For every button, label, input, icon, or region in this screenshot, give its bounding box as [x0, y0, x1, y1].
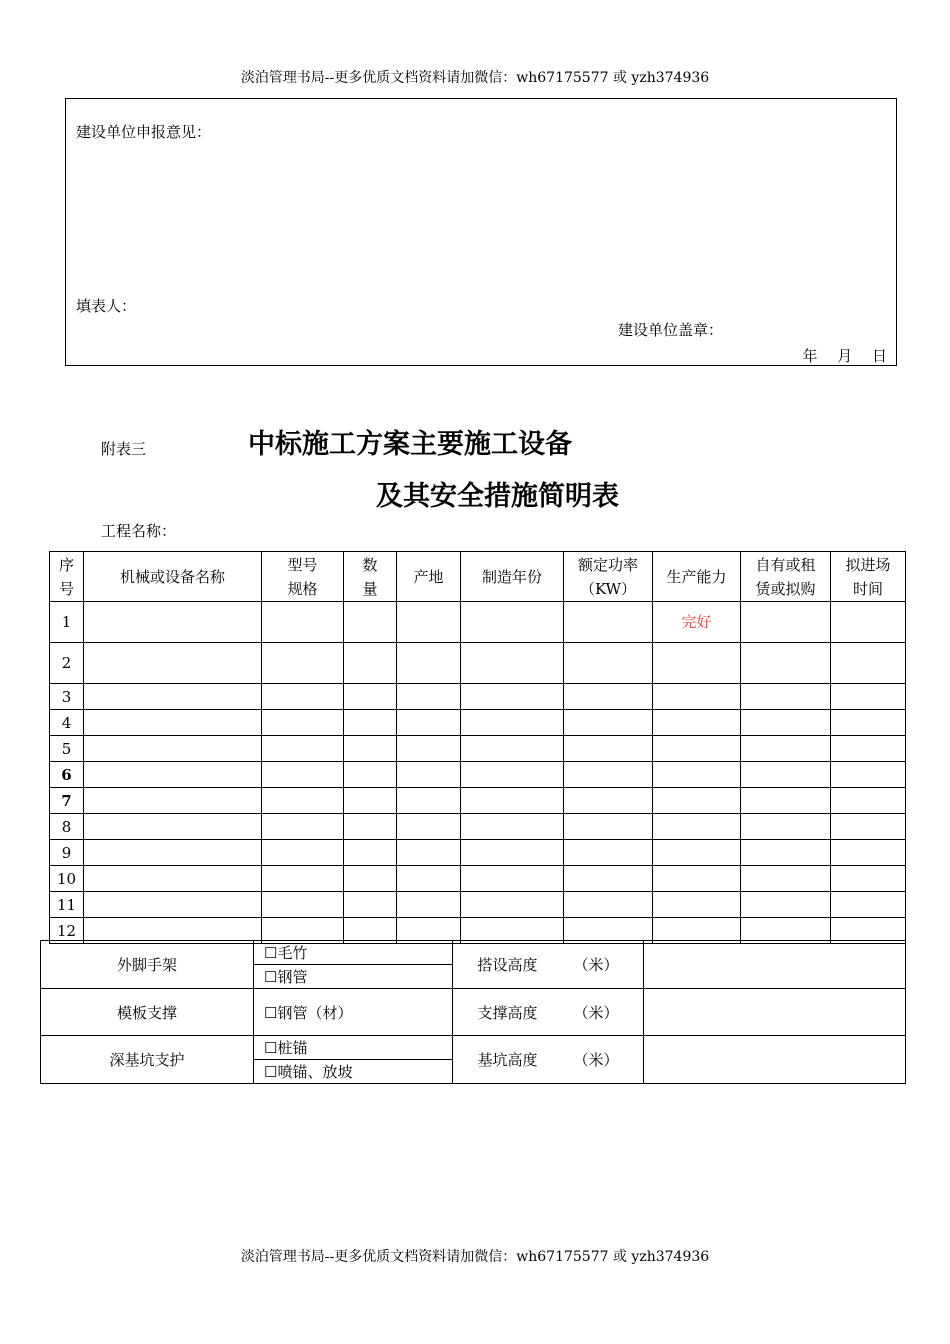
table-cell[interactable]: [741, 866, 831, 892]
table-cell[interactable]: [262, 840, 344, 866]
table-cell[interactable]: [741, 892, 831, 918]
height-text: 搭设高度: [477, 956, 538, 974]
table-cell[interactable]: [564, 762, 653, 788]
table-cell[interactable]: [84, 684, 262, 710]
scaffold-option-steel[interactable]: ☐钢管: [254, 965, 453, 989]
table-cell[interactable]: [461, 736, 564, 762]
table-cell[interactable]: [831, 840, 906, 866]
title-line-2: 及其安全措施简明表: [376, 481, 619, 512]
table-cell[interactable]: [262, 762, 344, 788]
header-cell: [344, 552, 397, 602]
table-cell[interactable]: [564, 736, 653, 762]
table-cell[interactable]: [564, 866, 653, 892]
row-number: 1: [50, 602, 84, 643]
pit-height-label: [453, 1036, 644, 1084]
header-cell: [461, 552, 564, 602]
table-cell[interactable]: [653, 788, 741, 814]
table-cell[interactable]: [564, 643, 653, 684]
header-text: 型号 规格: [287, 555, 318, 598]
equipment-table: [49, 551, 906, 944]
table-cell[interactable]: [397, 710, 461, 736]
row-number: 8: [50, 814, 84, 840]
table-cell[interactable]: [564, 892, 653, 918]
table-cell[interactable]: [564, 710, 653, 736]
opinion-box: [65, 98, 897, 366]
unit-text: （米）: [573, 1003, 619, 1022]
table-cell[interactable]: [397, 602, 461, 643]
table-cell[interactable]: [741, 684, 831, 710]
header-cell: [262, 552, 344, 602]
header-cell: [564, 552, 653, 602]
safety-row: [41, 989, 906, 1036]
table-cell[interactable]: [741, 762, 831, 788]
table-cell[interactable]: [262, 788, 344, 814]
header-cell: [831, 552, 906, 602]
table-cell[interactable]: [262, 866, 344, 892]
header-text: 自有或租 赁或拟购: [755, 555, 816, 598]
table-cell[interactable]: [831, 762, 906, 788]
table-cell[interactable]: [262, 684, 344, 710]
header-cell: [741, 552, 831, 602]
seal-label: 建设单位盖章：: [618, 321, 724, 339]
table-cell[interactable]: [461, 788, 564, 814]
row-number: 3: [50, 684, 84, 710]
row-number: 5: [50, 736, 84, 762]
table-cell[interactable]: [461, 814, 564, 840]
table-row: [50, 736, 906, 762]
table-cell[interactable]: [831, 866, 906, 892]
table-cell[interactable]: [741, 643, 831, 684]
pit-height-value[interactable]: [644, 1036, 906, 1084]
table-cell[interactable]: [397, 762, 461, 788]
row-number: 12: [50, 918, 84, 944]
table-cell[interactable]: [461, 892, 564, 918]
project-name-label: 工程名称：: [101, 522, 177, 540]
table-cell[interactable]: [344, 710, 397, 736]
unit-text: （米）: [573, 1051, 619, 1069]
table-cell[interactable]: [653, 840, 741, 866]
title-line-1: 中标施工方案主要施工设备: [248, 429, 572, 460]
row-number: 9: [50, 840, 84, 866]
table-row: [50, 684, 906, 710]
table-cell[interactable]: [564, 602, 653, 643]
header-text: 额定功率 （KW）: [577, 555, 638, 598]
table-cell[interactable]: [397, 840, 461, 866]
table-cell[interactable]: [344, 840, 397, 866]
formwork-label: 模板支撑: [41, 989, 254, 1036]
table-cell[interactable]: [564, 840, 653, 866]
table-cell[interactable]: [84, 762, 262, 788]
table-cell[interactable]: [262, 643, 344, 684]
table-cell[interactable]: [344, 602, 397, 643]
appendix-label: 附表三: [101, 440, 147, 458]
formwork-height-label: [453, 989, 644, 1036]
table-cell[interactable]: [461, 684, 564, 710]
table-cell[interactable]: [344, 892, 397, 918]
table-cell[interactable]: [397, 788, 461, 814]
table-cell[interactable]: [461, 840, 564, 866]
header-text: 机械或设备名称: [119, 567, 225, 586]
row-number: 4: [50, 710, 84, 736]
table-cell[interactable]: [461, 602, 564, 643]
table-cell[interactable]: [344, 684, 397, 710]
pit-label: 深基坑支护: [41, 1036, 254, 1084]
table-cell[interactable]: [461, 643, 564, 684]
table-cell[interactable]: [84, 788, 262, 814]
table-cell[interactable]: [84, 892, 262, 918]
table-cell[interactable]: [344, 866, 397, 892]
table-cell[interactable]: [653, 710, 741, 736]
header-text: 产地: [413, 567, 444, 586]
table-cell[interactable]: [653, 866, 741, 892]
height-text: 支撑高度: [477, 1003, 538, 1022]
table-cell[interactable]: [653, 762, 741, 788]
table-cell[interactable]: [344, 788, 397, 814]
table-cell[interactable]: [262, 892, 344, 918]
table-cell[interactable]: [397, 892, 461, 918]
table-cell[interactable]: [653, 736, 741, 762]
table-cell[interactable]: [831, 892, 906, 918]
table-cell[interactable]: [831, 643, 906, 684]
header-text: 数 量: [362, 555, 378, 598]
header-cell: [50, 552, 84, 602]
table-cell[interactable]: [461, 762, 564, 788]
row-number: 7: [50, 788, 84, 814]
table-cell[interactable]: [461, 710, 564, 736]
table-cell[interactable]: [831, 736, 906, 762]
header-cell: [84, 552, 262, 602]
table-row: [50, 643, 906, 684]
table-cell[interactable]: [653, 684, 741, 710]
scaffold-height-label: [453, 941, 644, 989]
header-text: 制造年份: [481, 567, 542, 586]
table-cell[interactable]: [344, 736, 397, 762]
height-text: 基坑高度: [477, 1051, 538, 1069]
table-cell[interactable]: [741, 710, 831, 736]
table-cell[interactable]: [84, 736, 262, 762]
table-cell[interactable]: [831, 602, 906, 643]
table-cell[interactable]: [564, 814, 653, 840]
scaffold-height-value[interactable]: [644, 941, 906, 989]
table-cell[interactable]: [461, 866, 564, 892]
table-cell[interactable]: [564, 684, 653, 710]
table-cell[interactable]: [344, 643, 397, 684]
table-cell[interactable]: [397, 814, 461, 840]
scaffold-option-bamboo[interactable]: ☐毛竹: [254, 941, 453, 965]
table-cell[interactable]: [831, 684, 906, 710]
row-number: 6: [50, 762, 84, 788]
table-cell[interactable]: [741, 788, 831, 814]
scaffold-label: 外脚手架: [41, 941, 254, 989]
unit-text: （米）: [573, 956, 619, 974]
table-cell[interactable]: [653, 643, 741, 684]
opinion-label: 建设单位申报意见：: [76, 123, 212, 141]
table-row: [50, 892, 906, 918]
table-cell[interactable]: [741, 814, 831, 840]
table-cell[interactable]: [262, 736, 344, 762]
table-cell[interactable]: [741, 736, 831, 762]
table-cell[interactable]: [397, 684, 461, 710]
table-cell[interactable]: [741, 840, 831, 866]
header-text: 序 号: [58, 555, 74, 598]
date-label: 年 月 日: [802, 347, 887, 365]
pit-option-spray[interactable]: ☐喷锚、放坡: [254, 1060, 453, 1084]
table-cell[interactable]: [344, 762, 397, 788]
table-cell[interactable]: [831, 710, 906, 736]
table-cell[interactable]: [262, 710, 344, 736]
table-cell[interactable]: [831, 788, 906, 814]
header-text: 拟进场 时间: [845, 555, 891, 598]
table-cell[interactable]: [84, 840, 262, 866]
safety-row: [41, 941, 906, 965]
pit-option-anchor[interactable]: ☐桩锚: [254, 1036, 453, 1060]
table-header-row: [50, 552, 906, 602]
header-text: 生产能力: [666, 567, 727, 586]
safety-row: [41, 1036, 906, 1060]
table-cell[interactable]: [653, 892, 741, 918]
row-number: 2: [50, 643, 84, 684]
table-cell[interactable]: [84, 814, 262, 840]
table-cell[interactable]: [397, 643, 461, 684]
header-cell: [653, 552, 741, 602]
table-cell[interactable]: [84, 866, 262, 892]
table-cell[interactable]: [397, 866, 461, 892]
table-cell[interactable]: [831, 814, 906, 840]
table-cell[interactable]: [564, 788, 653, 814]
table-cell[interactable]: [84, 602, 262, 643]
header-cell: [397, 552, 461, 602]
table-cell[interactable]: [84, 710, 262, 736]
table-cell[interactable]: [741, 602, 831, 643]
table-cell[interactable]: [262, 814, 344, 840]
page-header: 淡泊管理书局--更多优质文档资料请加微信：wh67175577 或 yzh374936: [240, 70, 710, 86]
table-cell[interactable]: [84, 643, 262, 684]
table-cell[interactable]: [262, 602, 344, 643]
table-row: [50, 866, 906, 892]
table-row: [50, 710, 906, 736]
table-cell[interactable]: [397, 736, 461, 762]
table-row: [50, 788, 906, 814]
formwork-height-value[interactable]: [644, 989, 906, 1036]
table-cell[interactable]: [344, 814, 397, 840]
row-number: 10: [50, 866, 84, 892]
row-number: 11: [50, 892, 84, 918]
filler-label: 填表人：: [76, 297, 137, 315]
table-row: [50, 602, 906, 643]
safety-measures-table: [40, 940, 906, 1084]
capacity-cell[interactable]: 完好: [653, 602, 741, 643]
table-row: [50, 840, 906, 866]
formwork-option-steel[interactable]: ☐钢管（材）: [254, 989, 453, 1036]
table-cell[interactable]: [653, 814, 741, 840]
table-row: [50, 814, 906, 840]
page-footer: 淡泊管理书局--更多优质文档资料请加微信：wh67175577 或 yzh374936: [240, 1249, 710, 1265]
table-row: [50, 762, 906, 788]
